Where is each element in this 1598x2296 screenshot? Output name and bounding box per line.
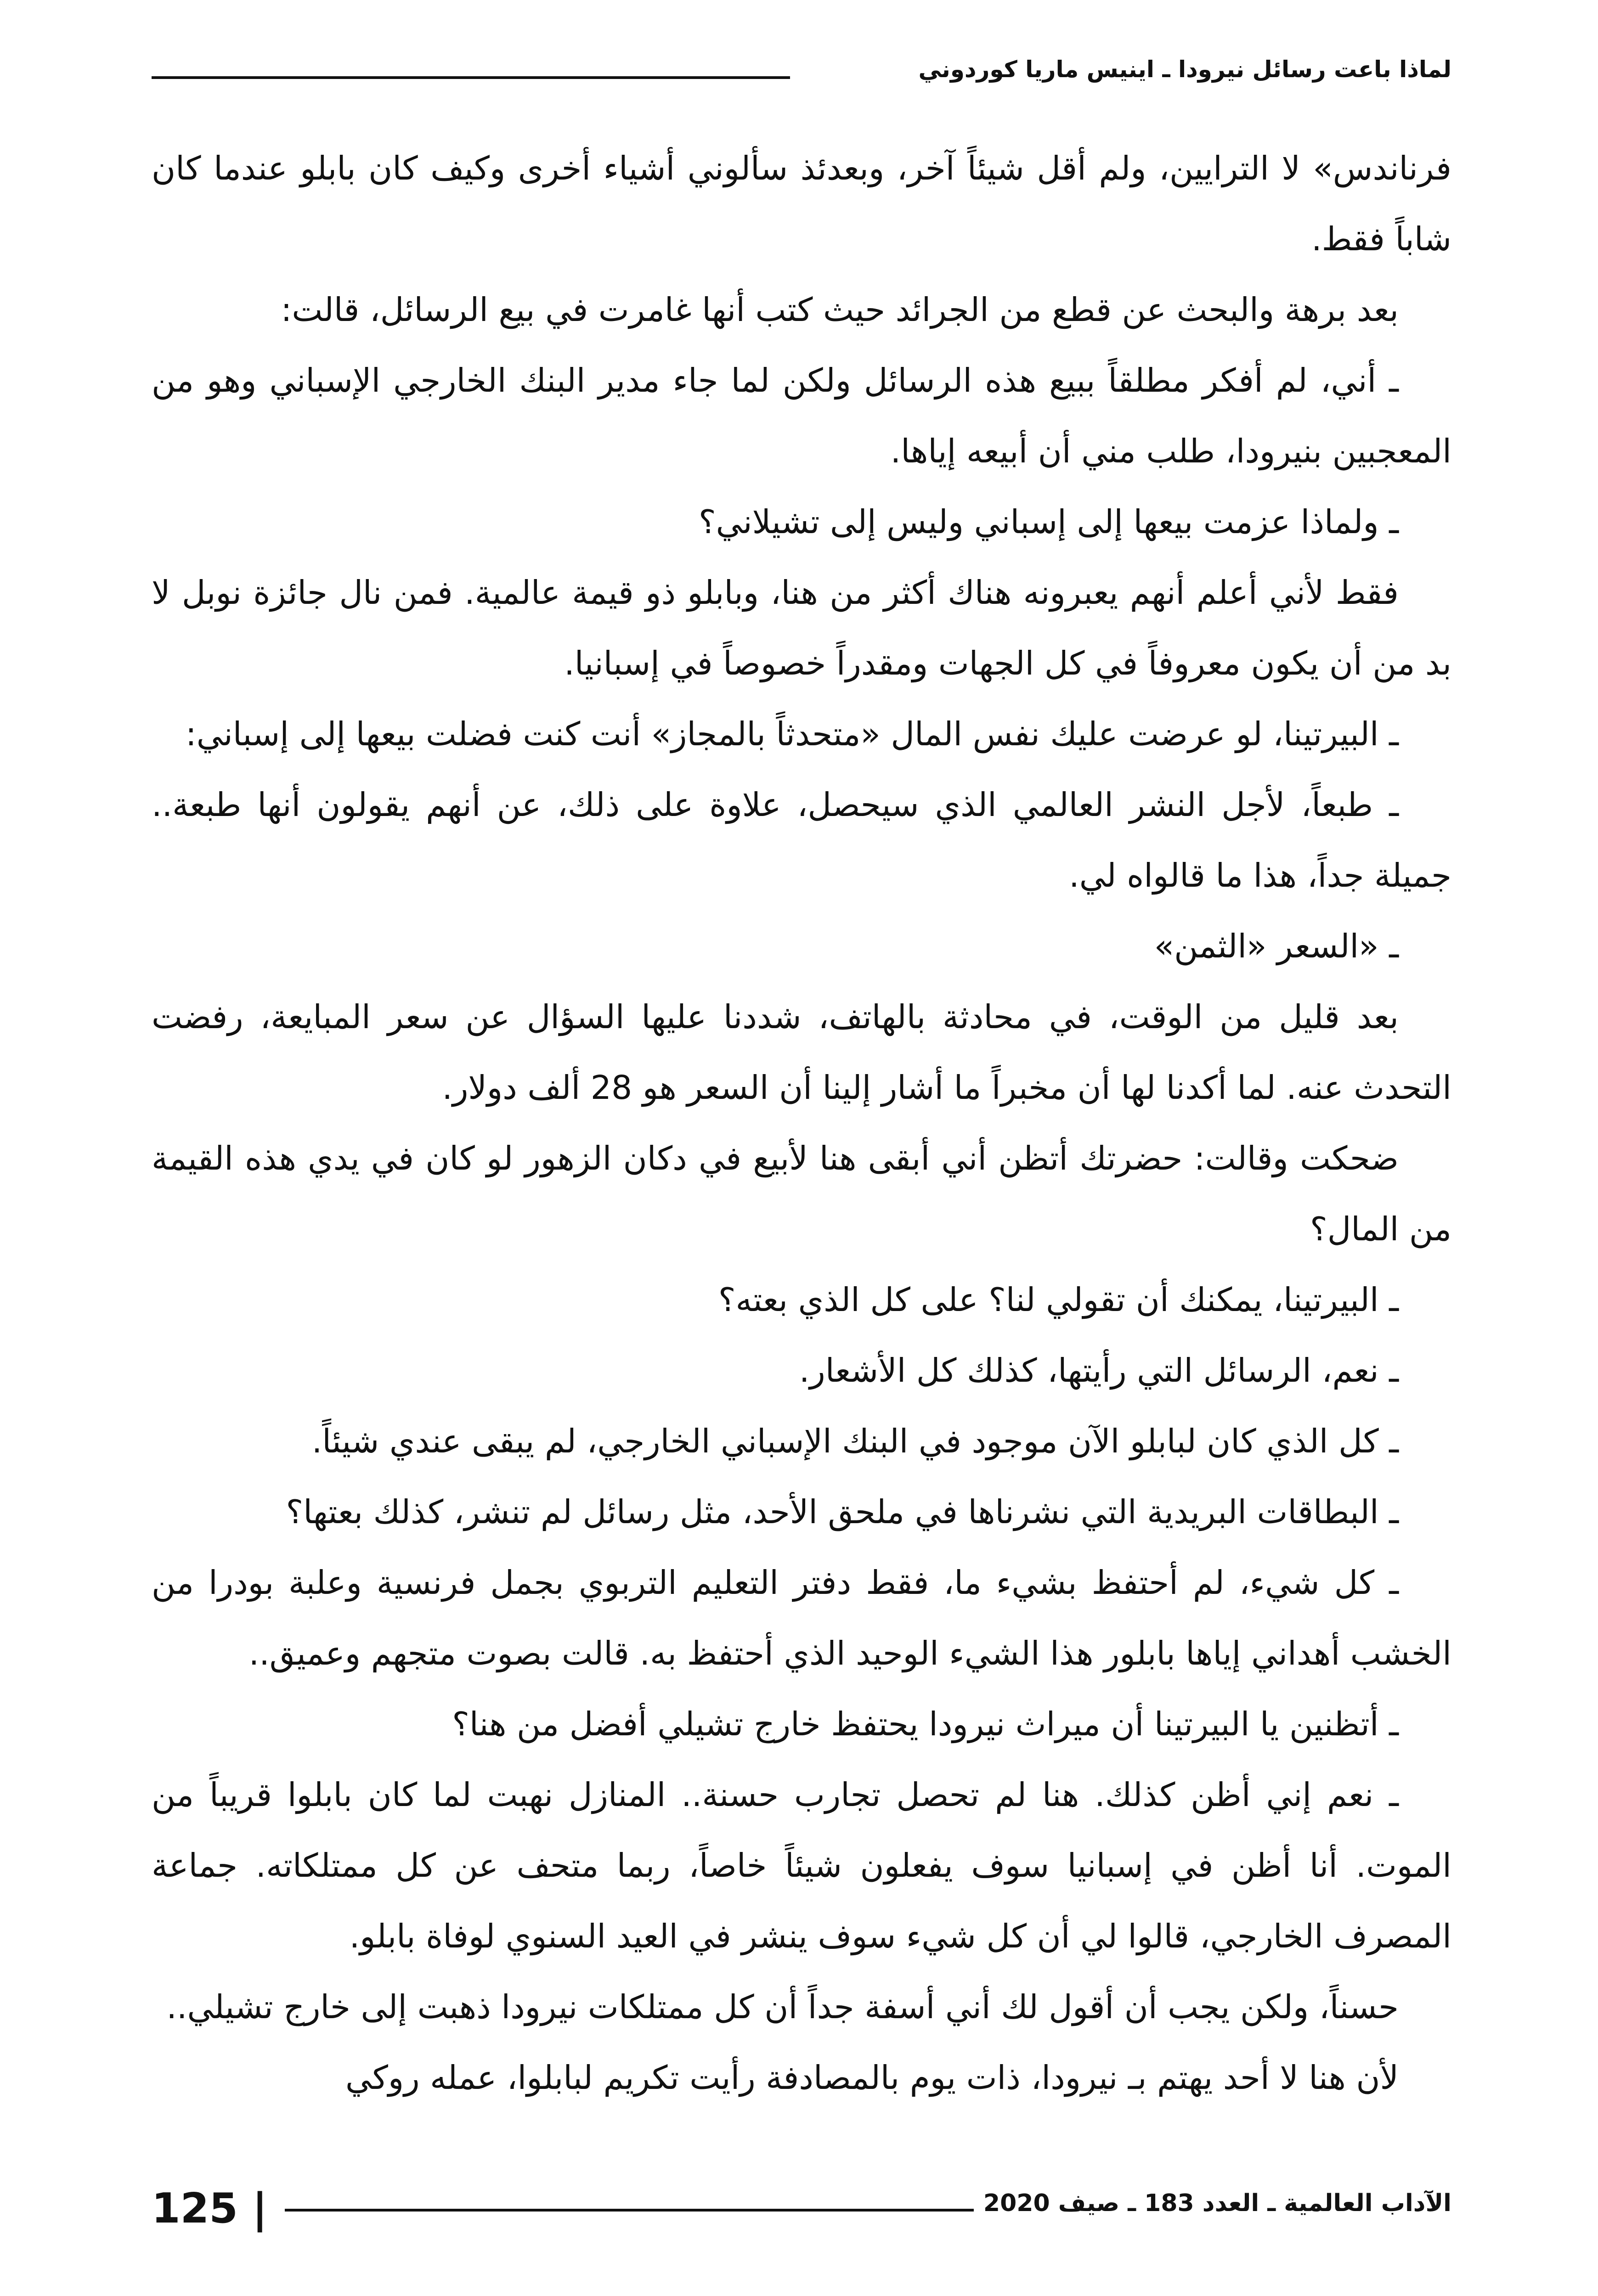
page-header bbox=[152, 51, 1451, 101]
paragraph: بعد برهة والبحث عن قطع من الجرائد حيث كتب أنها غامرت في بيع الرسائل، قالت: bbox=[281, 291, 1399, 329]
header-rule bbox=[152, 76, 790, 79]
paragraph: بعد قليل من الوقت، في محادثة بالهاتف، شددنا عليها السؤال عن سعر المبايعة، رفضت التحدث عنه. لما أكدنا لها أن مخبراً ما أشار إلينا أن السعر هو 28 ألف دولار. bbox=[152, 998, 1451, 1107]
paragraph: ـ ولماذا عزمت بيعها إلى إسباني وليس إلى تشيلاني؟ bbox=[698, 503, 1399, 541]
paragraph: ـ نعم إني أظن كذلك. هنا لم تحصل تجارب حسنة.. المنازل نهبت لما كان بابلوا قريباً من الموت. أنا أظن في إسبانيا سوف يفعلون شيئاً خاصاً، ربما متحف عن كل ممتلكاته. جماعة المصرف الخارجي، قالوا لي أن كل شيء سوف ينشر في العيد السنوي لوفاة بابلو. bbox=[152, 1776, 1451, 1955]
paragraph: فقط لأني أعلم أنهم يعبرونه هناك أكثر من هنا، وبابلو ذو قيمة عالمية. فمن نال جائزة نوبل لا بد من أن يكون معروفاً في كل الجهات ومقدراً خصوصاً في إسبانيا. bbox=[152, 574, 1451, 682]
paragraph: ـ «السعر «الثمن» bbox=[1154, 927, 1399, 965]
paragraph: ـ البطاقات البريدية التي نشرناها في ملحق الأحد، مثل رسائل لم تنشر، كذلك بعتها؟ bbox=[286, 1493, 1399, 1531]
paragraph: حسناً، ولكن يجب أن أقول لك أني أسفة جداً أن كل ممتلكات نيرودا ذهبت إلى خارج تشيلي.. bbox=[166, 1988, 1399, 2026]
paragraph: ـ نعم، الرسائل التي رأيتها، كذلك كل الأشعار. bbox=[799, 1351, 1399, 1390]
paragraph: ـ كل شيء، لم أحتفظ بشيء ما، فقط دفتر التعليم التربوي بجمل فرنسية وعلبة بودرا من الخشب أهداني إياها بابلور هذا الشيء الوحيد الذي أحتفظ به. قالت بصوت متجهم وعميق.. bbox=[152, 1564, 1451, 1672]
journal-issue: الآداب العالمية ـ العدد 183 ـ صيف 2020 bbox=[983, 2189, 1451, 2217]
paragraph: فرناندس» لا الترايين، ولم أقل شيئاً آخر، وبعدئذ سألوني أشياء أخرى وكيف كان بابلو عندما كان شاباً فقط. bbox=[152, 149, 1451, 258]
page-footer bbox=[152, 2181, 1451, 2241]
paragraph: ـ طبعاً، لأجل النشر العالمي الذي سيحصل، علاوة على ذلك، عن أنهم يقولون أنها طبعة.. جميلة جداً، هذا ما قالواه لي. bbox=[152, 786, 1451, 895]
page-number: 125 | bbox=[152, 2184, 268, 2233]
paragraph: ـ البيرتينا، يمكنك أن تقولي لنا؟ على كل الذي بعته؟ bbox=[718, 1281, 1399, 1319]
running-title: لماذا باعت رسائل نيرودا ـ اينيس ماريا كوردوني bbox=[918, 56, 1451, 83]
paragraph: ضحكت وقالت: حضرتك أتظن أني أبقى هنا لأبيع في دكان الزهور لو كان في يدي هذه القيمة من المال؟ bbox=[152, 1139, 1451, 1248]
paragraph: ـ أني، لم أفكر مطلقاً ببيع هذه الرسائل ولكن لما جاء مدير البنك الخارجي الإسباني وهو من المعجبين بنيرودا، طلب مني أن أبيعه إياها. bbox=[152, 361, 1451, 470]
footer-rule bbox=[285, 2209, 974, 2212]
article-body bbox=[152, 133, 1451, 2163]
paragraph: ـ أتظنين يا البيرتينا أن ميراث نيرودا يحتفظ خارج تشيلي أفضل من هنا؟ bbox=[452, 1705, 1399, 1743]
paragraph: ـ كل الذي كان لبابلو الآن موجود في البنك الإسباني الخارجي، لم يبقى عندي شيئاً. bbox=[311, 1422, 1399, 1460]
paragraph: ـ البيرتينا، لو عرضت عليك نفس المال «متحدثاً بالمجاز» أنت كنت فضلت بيعها إلى إسباني: bbox=[185, 715, 1399, 753]
paragraph: لأن هنا لا أحد يهتم بـ نيرودا، ذات يوم بالمصادفة رأيت تكريم لبابلوا، عمله روكي bbox=[345, 2059, 1399, 2097]
